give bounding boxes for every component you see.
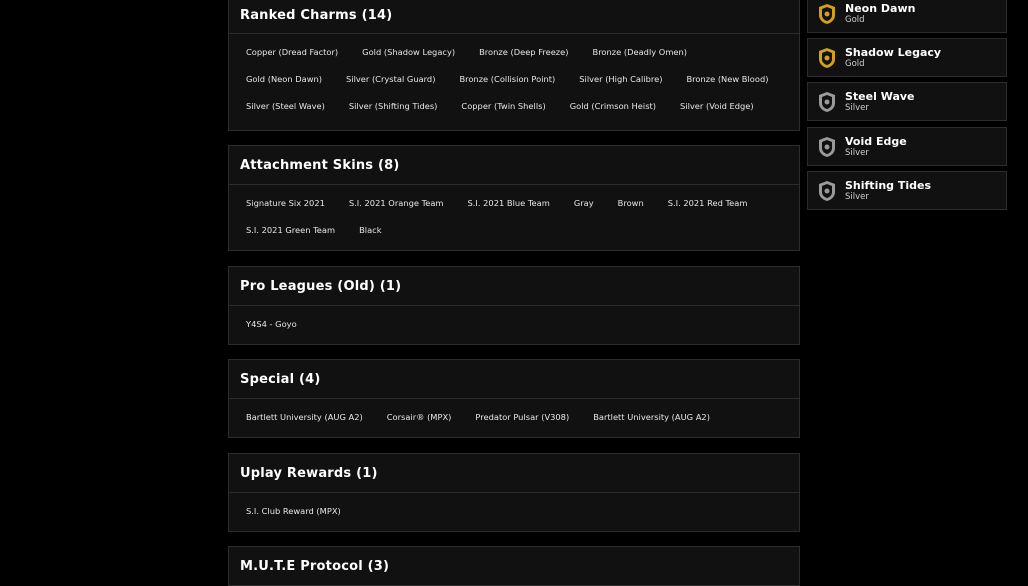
league-item[interactable]: Y4S4 - Goyo (246, 319, 297, 329)
skin-item[interactable]: S.I. 2021 Red Team (667, 198, 748, 208)
charm-name: Steel Wave (845, 89, 915, 103)
skin-item[interactable]: S.I. 2021 Orange Team (348, 198, 444, 208)
reward-item[interactable]: S.I. Club Reward (MPX) (246, 506, 341, 516)
silver-charm-icon (818, 91, 836, 113)
charm-tier: Gold (845, 14, 865, 25)
charm-name: Shadow Legacy (845, 45, 942, 59)
charm-item[interactable]: Silver (Crystal Guard) (346, 74, 436, 84)
section-special (228, 359, 800, 438)
item-list (229, 185, 799, 244)
special-item[interactable]: Bartlett University (AUG A2) (593, 412, 710, 422)
featured-charm-void-edge[interactable] (807, 127, 1007, 166)
charm-item[interactable]: Gold (Neon Dawn) (246, 74, 322, 84)
charm-item[interactable]: Silver (Shifting Tides) (348, 101, 438, 111)
item-list (229, 34, 799, 120)
charm-item[interactable]: Copper (Dread Factor) (246, 47, 339, 57)
section-attachment-skins (228, 145, 800, 251)
charm-item[interactable]: Bronze (Deadly Omen) (592, 47, 688, 57)
section-title: Attachment Skins (8) (229, 146, 799, 185)
charm-item[interactable]: Bronze (New Blood) (686, 74, 769, 84)
charm-tier: Gold (845, 58, 865, 69)
section-title: M.U.T.E Protocol (3) (229, 547, 799, 586)
special-item[interactable]: Bartlett University (AUG A2) (246, 412, 363, 422)
gold-charm-icon (818, 47, 836, 69)
section-ranked-charms (228, 0, 800, 131)
section-uplay-rewards (228, 453, 800, 532)
section-title: Pro Leagues (Old) (1) (229, 267, 799, 306)
silver-charm-icon (818, 136, 836, 158)
skin-item[interactable]: Gray (573, 198, 594, 208)
charm-name: Neon Dawn (845, 1, 916, 15)
featured-charm-neon-dawn[interactable] (807, 0, 1007, 33)
skin-item[interactable]: Signature Six 2021 (246, 198, 325, 208)
skin-item[interactable]: S.I. 2021 Green Team (246, 225, 336, 235)
charm-name: Void Edge (845, 134, 907, 148)
special-item[interactable]: Corsair® (MPX) (386, 412, 452, 422)
featured-charms-sidebar (807, 0, 1007, 573)
section-mute-protocol (228, 546, 800, 586)
charm-item[interactable]: Gold (Crimson Heist) (569, 101, 657, 111)
gold-charm-icon (818, 3, 836, 25)
charm-tier: Silver (845, 191, 869, 202)
charm-item[interactable]: Silver (Void Edge) (680, 101, 754, 111)
charm-item[interactable]: Bronze (Deep Freeze) (479, 47, 569, 57)
charm-item[interactable]: Bronze (Collision Point) (459, 74, 556, 84)
charm-tier: Silver (845, 102, 869, 113)
item-list (229, 399, 799, 431)
charm-tier: Silver (845, 147, 869, 158)
section-title: Uplay Rewards (1) (229, 454, 799, 493)
item-list (229, 493, 799, 525)
charm-item[interactable]: Gold (Shadow Legacy) (362, 47, 456, 57)
charm-item[interactable]: Copper (Twin Shells) (461, 101, 546, 111)
featured-charm-steel-wave[interactable] (807, 82, 1007, 121)
skin-item[interactable]: Black (359, 225, 382, 235)
charm-name: Shifting Tides (845, 178, 932, 192)
skin-item[interactable]: Brown (617, 198, 644, 208)
special-item[interactable]: Predator Pulsar (V308) (475, 412, 570, 422)
item-list (229, 306, 799, 338)
section-pro-leagues-old (228, 266, 800, 345)
charm-item[interactable]: Silver (Steel Wave) (246, 101, 325, 111)
skin-item[interactable]: S.I. 2021 Blue Team (467, 198, 550, 208)
section-title: Ranked Charms (14) (229, 0, 799, 34)
section-title: Special (4) (229, 360, 799, 399)
silver-charm-icon (818, 180, 836, 202)
featured-charm-shadow-legacy[interactable] (807, 38, 1007, 77)
charm-item[interactable]: Silver (High Calibre) (579, 74, 663, 84)
featured-charm-shifting-tides[interactable] (807, 171, 1007, 210)
charm-list-panel (228, 0, 800, 573)
